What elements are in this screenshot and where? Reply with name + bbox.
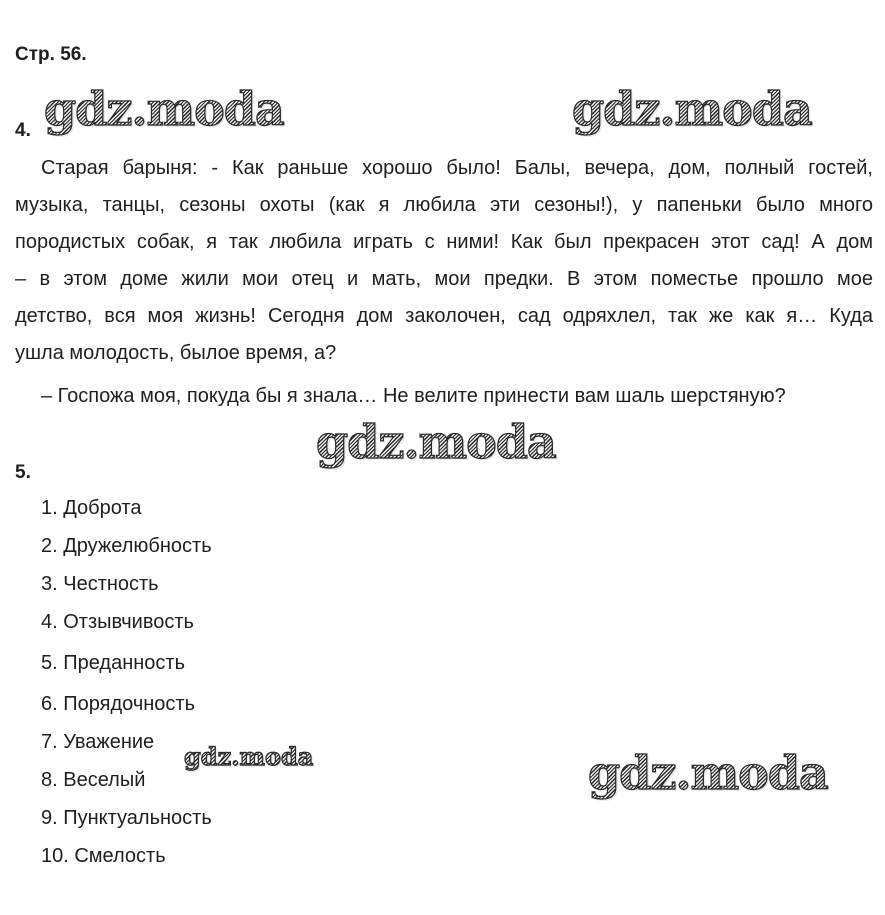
list-item: 10. Смелость (41, 845, 166, 867)
list-item: 3. Честность (41, 573, 159, 595)
watermark: gdz.moda (588, 746, 828, 800)
paragraph-line: ушла молодость, былое время, а? (15, 342, 337, 364)
list-item: 4. Отзывчивость (41, 611, 194, 633)
watermark: gdz.moda (184, 742, 314, 771)
watermark: gdz.moda (44, 82, 284, 136)
paragraph-line: – в этом доме жили мои отец и мать, мои предки. В этом поместье прошло мое (15, 268, 873, 290)
paragraph-line: детство, вся моя жизнь! Сегодня дом заколочен, сад одряхлел, так же как я… Куда (15, 305, 873, 327)
task-4-paragraph (15, 150, 873, 372)
watermark: gdz.moda (316, 415, 556, 469)
page-header: Стр. 56. (15, 44, 87, 65)
paragraph-line: музыка, танцы, сезоны охоты (как я любила эти сезоны!), у папеньки было много (15, 194, 873, 216)
list-item: 5. Преданность (41, 652, 186, 674)
task-4-reply: – Госпожа моя, покуда бы я знала… Не велите принести вам шаль шерстяную? (41, 385, 786, 407)
task-4-number: 4. (15, 120, 31, 141)
paragraph-line: породистых собак, я так любила играть с ними! Как был прекрасен этот сад! А дом (15, 231, 873, 253)
list-item: 7. Уважение (41, 731, 155, 753)
list-item: 6. Порядочность (41, 693, 195, 715)
list-item: 1. Доброта (41, 497, 142, 519)
list-item: 9. Пунктуальность (41, 807, 212, 829)
paragraph-line: Старая барыня: - Как раньше хорошо было! Балы, вечера, дом, полный гостей, (41, 157, 873, 179)
task-5-number: 5. (15, 462, 31, 483)
list-item: 8. Веселый (41, 769, 146, 791)
list-item: 2. Дружелюбность (41, 535, 212, 557)
watermark: gdz.moda (572, 82, 812, 136)
